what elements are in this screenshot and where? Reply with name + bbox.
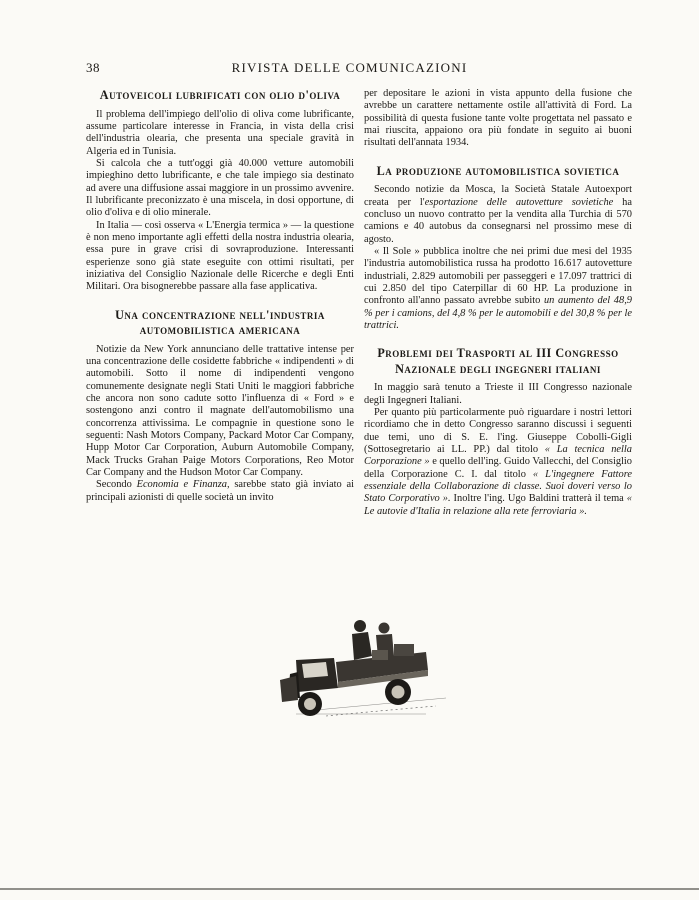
paragraph: In Italia — così osserva « L'Energia termica » — la questione è non meno importante agli effetti della nostra industria olearia, essa pure in grave crisi di sovraproduzione. Interessanti esperienze sono già state eseguite con ottimi risultati, per iniziativa del Consiglio Nazionale delle Ricerche e degli Enti Militari. Ora bisognerebbe passare alla fase applicativa. bbox=[86, 219, 354, 293]
truck-illustration bbox=[276, 614, 456, 724]
title-line: Una concentrazione nell'industria bbox=[115, 307, 325, 322]
continued-paragraph: per depositare le azioni in vista appunto della fusione che avrebbe un carattere nettamente ostile all'attività di Ford. La possibilità di questa fusione tante volte progettata nel passato e mai riuscita, appaiono ora più fondate in seguito ai buoni risultati dell'annata 1934. bbox=[364, 88, 632, 149]
page-bottom-edge bbox=[0, 888, 699, 890]
article-title-olive-oil: Autoveicoli lubrificati con olio d'oliva bbox=[99, 88, 341, 102]
left-column bbox=[86, 88, 354, 504]
page-header bbox=[0, 60, 699, 78]
paragraph: « Il Sole » pubblica inoltre che nei primi due mesi del 1935 l'industria automobilistica russa ha prodotto 16.617 autovetture industriali, 2.829 automobili per passeggeri e 17.097 trattrici di cui 2.850 del tipo Caterpillar di 60 HP. La produzione in confronto all'anno passato avrebbe subito un aumento del 48,9 % per i camions, del 4,8 % per le automobili e del 30,8 % per le trattrici. bbox=[364, 245, 632, 331]
title-line: automobilistica americana bbox=[139, 323, 301, 338]
article-title-soviet-production: La produzione automobilistica sovietica bbox=[376, 163, 620, 178]
paragraph: Secondo Economia e Finanza, sarebbe stato già inviato ai principali azionisti di quelle società un invito bbox=[86, 479, 354, 503]
paragraph: Per quanto più particolarmente può riguardare i nostri lettori ricordiamo che in detto Congresso saranno discussi i seguenti due temi, uno di S. E. l'ing. Giuseppe Cobolli-Gigli (Sottosegretario ai LL. PP.) dal titolo « La tecnica nella Corporazione » e quello dell'ing. Guido Vallecchi, del Consiglio della Corporazione C. I. dal titolo « L'ingegnere Fattore essenziale della Collaborazione di classe. Suoi doveri verso lo Stato Corporativo ». Inoltre l'ing. Ugo Baldini tratterà il tema « Le autovie d'Italia in relazione alla rete ferroviaria ». bbox=[364, 407, 633, 517]
page-number: 38 bbox=[86, 60, 100, 75]
title-line: Nazionale degli ingegneri italiani bbox=[395, 361, 601, 376]
paragraph: In maggio sarà tenuto a Trieste il III Congresso nazionale degli Ingegneri Italiani. bbox=[364, 382, 632, 406]
paragraph: Notizie da New York annunciano delle trattative intense per una concentrazione delle cosidette fabbriche « indipendenti » di automobili. Sotto il nome di indipendenti vengono comunemente designate negli Stati Uniti le maggiori fabbriche che ancora non sono cadute sotto l'influenza di « Ford » e sostengono anzi contro il magnate dell'automobilismo una concorrenza attivissima. Le compagnie in questione sono le seguenti: Nash Motors Company, Packard Motor Car Company, Hupp Motor Car Corporation, Auburn Automobile Company, Mack Trucks Grahan Paige Motors Corporations, Reo Motor Car Company and the Hudson Motor Car Company. bbox=[86, 343, 354, 479]
right-column bbox=[364, 88, 632, 518]
italic-source: Economia e Finanza, bbox=[136, 479, 230, 491]
paragraph: Secondo notizie da Mosca, la Società Statale Autoexport creata per l'esportazione delle autovetture sovietiche ha concluso un nuovo contratto per la vendita alla Turchia di 570 camions e 40 autobus da consegnarsi nel prossimo mese di agosto. bbox=[364, 184, 632, 245]
paragraph: Il problema dell'impiego dell'olio di oliva come lubrificante, assume particolare interesse in Francia, in vista della crisi dell'industria olearia, che presenta una speciale gravità in Algeria ed in Tunisia. bbox=[86, 108, 354, 157]
title-line: Problemi dei Trasporti al III Congresso bbox=[377, 346, 619, 361]
running-title: RIVISTA DELLE COMUNICAZIONI bbox=[231, 60, 468, 75]
article-title-transport-congress bbox=[364, 346, 632, 377]
article-title-american-concentration bbox=[86, 308, 354, 339]
paragraph: Si calcola che a tutt'oggi già 40.000 vetture automobili impieghino detto lubrificante, e che tale impiego sia destinato ad avere una diffusione assai maggiore in un prossimo avvenire. Il lubrificante preconizzato è una miscela, in dosi opportune, di olio d'oliva e di olio minerale. bbox=[86, 157, 354, 219]
